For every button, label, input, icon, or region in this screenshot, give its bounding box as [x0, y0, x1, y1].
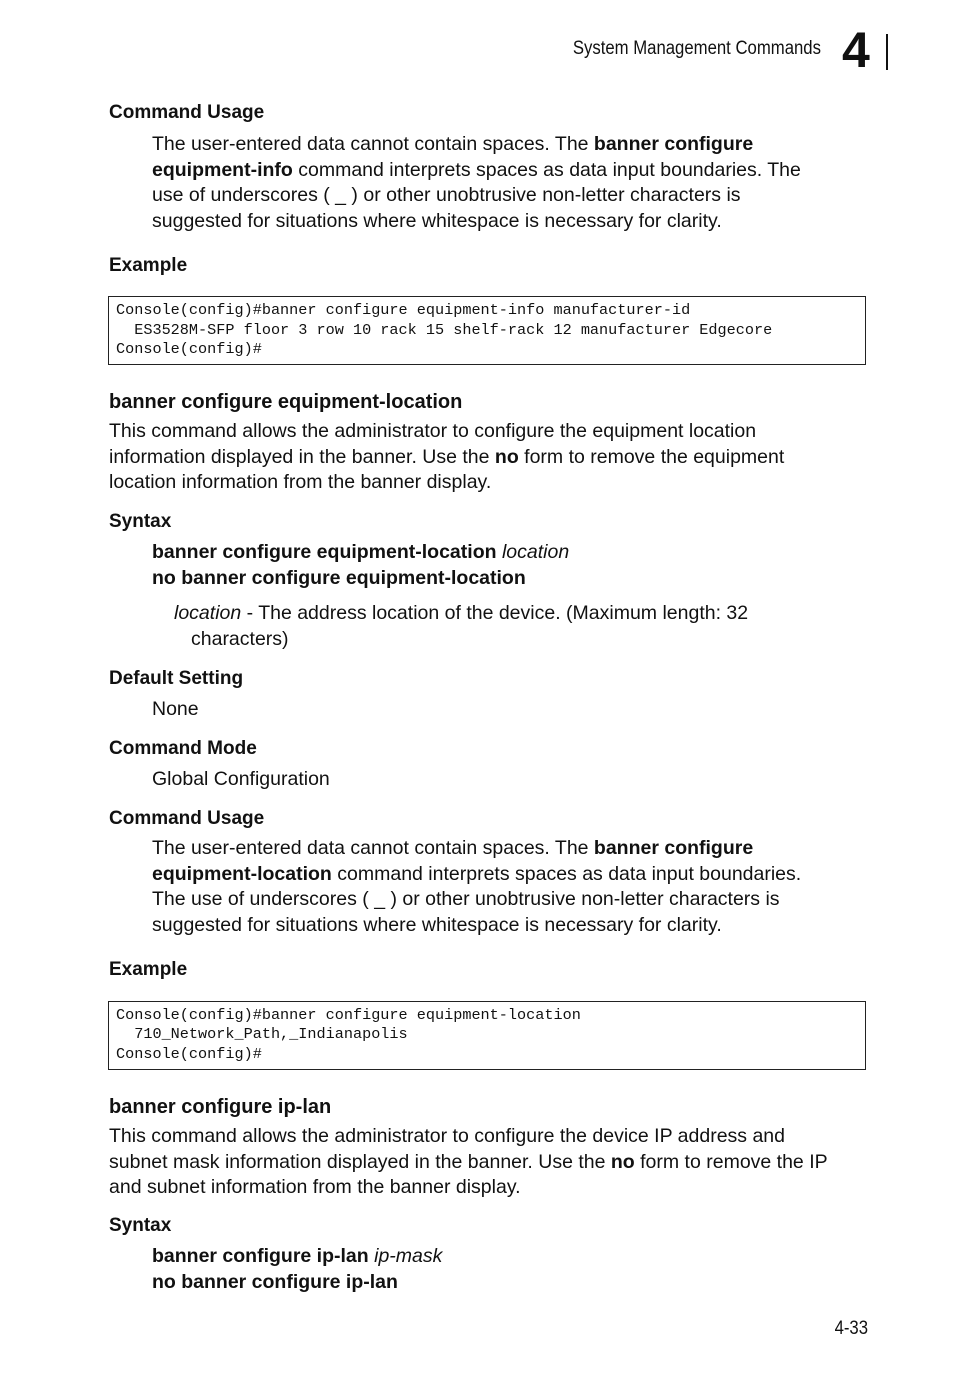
page-number: 4-33 [834, 1318, 868, 1339]
text-line: This command allows the administrator to configure the equipment location [109, 420, 757, 442]
chapter-divider [886, 34, 888, 70]
command-description [109, 419, 784, 496]
command-mode-value: Global Configuration [152, 768, 330, 790]
syntax-line: no banner configure equipment-location [152, 566, 526, 589]
text-line: The user-entered data cannot contain spaces. The banner configure [152, 133, 754, 155]
running-header: System Management Commands [572, 38, 821, 59]
command-usage-heading: Command Usage [109, 102, 265, 123]
command-usage-heading: Command Usage [109, 808, 265, 829]
text-line: equipment-info command interprets spaces as data input boundaries. The [152, 158, 801, 181]
text-line: characters) [191, 627, 289, 650]
text-line: The use of underscores ( _ ) or other unobtrusive non-letter characters is [152, 888, 780, 910]
text-line: The user-entered data cannot contain spaces. The banner configure [152, 837, 754, 859]
code-line: Console(config)#banner configure equipment-location [116, 1006, 581, 1024]
code-line: Console(config)# [116, 1045, 262, 1063]
code-line: 710_Network_Path,_Indianapolis [116, 1025, 408, 1043]
syntax-block [152, 1244, 442, 1295]
text-line: use of underscores ( _ ) or other unobtrusive non-letter characters is [152, 184, 741, 206]
code-example [108, 1001, 866, 1070]
command-usage-text [152, 836, 801, 938]
syntax-block [152, 540, 569, 591]
command-title: banner configure equipment-location [109, 391, 463, 413]
code-line: Console(config)# [116, 340, 262, 358]
code-line: Console(config)#banner configure equipment-info manufacturer-id [116, 301, 691, 319]
syntax-line: no banner configure ip-lan [152, 1270, 398, 1293]
text-line: and subnet information from the banner display. [109, 1176, 521, 1198]
text-line: location - The address location of the device. (Maximum length: 32 [174, 602, 749, 624]
syntax-line: banner configure equipment-location location [152, 541, 570, 563]
default-setting-value: None [152, 698, 199, 720]
command-title: banner configure ip-lan [109, 1096, 332, 1118]
text-line: location information from the banner display. [109, 471, 492, 493]
text-line: suggested for situations where whitespace is necessary for clarity. [152, 913, 722, 936]
code-line: ES3528M-SFP floor 3 row 10 rack 15 shelf-rack 12 manufacturer Edgecore [116, 321, 773, 339]
text-line: suggested for situations where whitespace is necessary for clarity. [152, 209, 722, 232]
text-line: This command allows the administrator to configure the device IP address and [109, 1125, 785, 1147]
command-mode-heading: Command Mode [109, 738, 257, 759]
example-heading: Example [109, 959, 188, 980]
syntax-heading: Syntax [109, 1215, 172, 1236]
syntax-line: banner configure ip-lan ip-mask [152, 1245, 443, 1267]
syntax-heading: Syntax [109, 511, 172, 532]
text-line: information displayed in the banner. Use the no form to remove the equipment [109, 445, 785, 468]
text-line: subnet mask information displayed in the banner. Use the no form to remove the IP [109, 1150, 828, 1173]
text-line: equipment-location command interprets spaces as data input boundaries. [152, 862, 802, 885]
example-heading: Example [109, 255, 188, 276]
default-setting-heading: Default Setting [109, 668, 244, 689]
chapter-number: 4 [842, 22, 870, 78]
command-usage-text [152, 132, 801, 234]
command-description [109, 1124, 828, 1201]
parameter-description [174, 601, 748, 652]
code-example [108, 296, 866, 365]
